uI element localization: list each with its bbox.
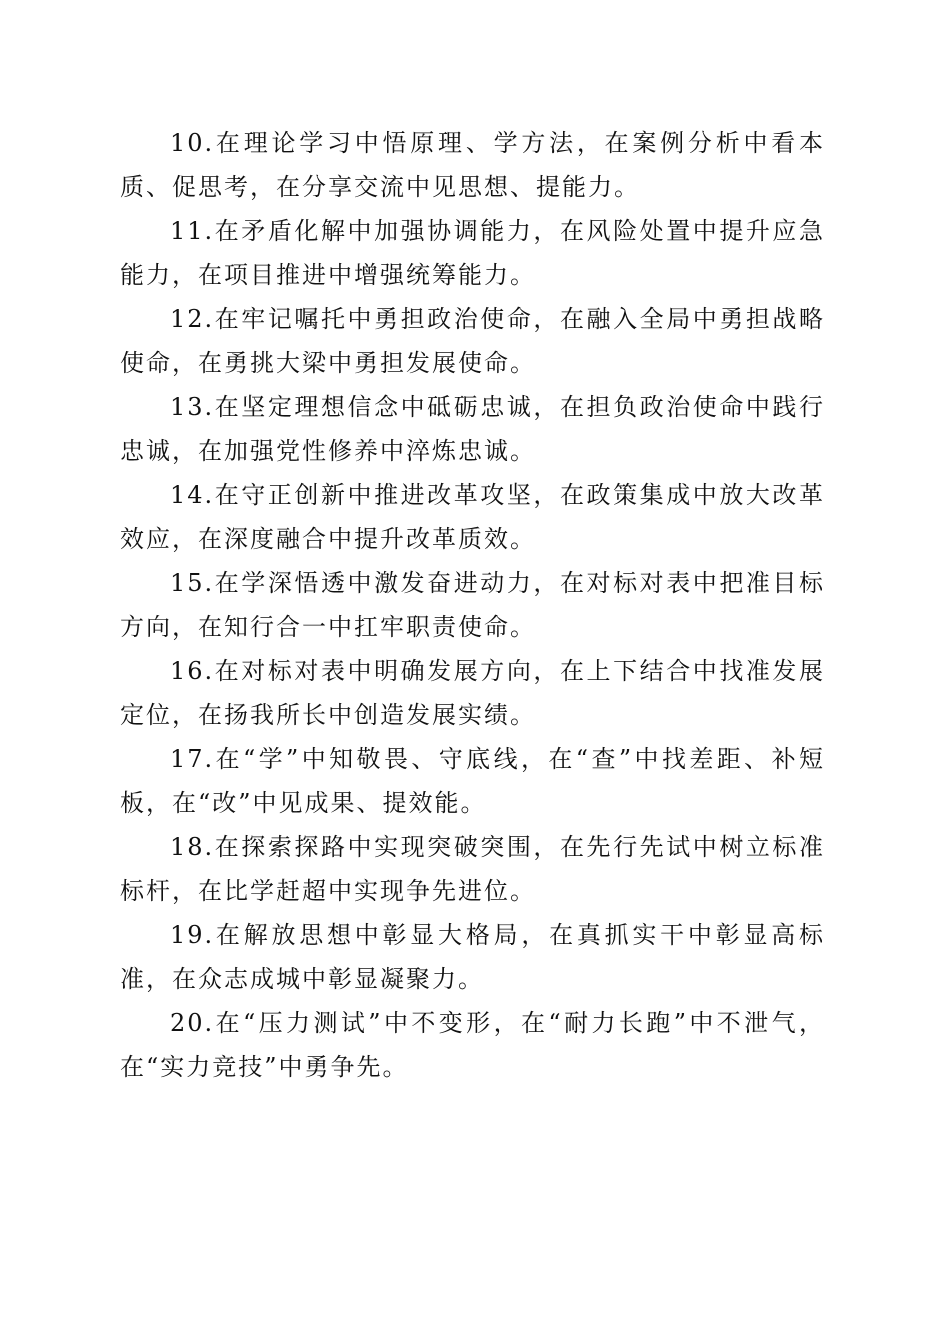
paragraph-19: 19.在解放思想中彰显大格局，在真抓实干中彰显高标准，在众志成城中彰显凝聚力。 [120, 921, 825, 993]
paragraph-16: 16.在对标对表中明确发展方向，在上下结合中找准发展定位，在扬我所长中创造发展实绩。 [120, 657, 825, 729]
paragraph-17: 17.在“学”中知敬畏、守底线，在“查”中找差距、补短板，在“改”中见成果、提效能。 [120, 745, 825, 817]
paragraph-18: 18.在探索探路中实现突破突围，在先行先试中树立标准标杆，在比学赶超中实现争先进位。 [120, 833, 825, 905]
paragraph-14: 14.在守正创新中推进改革攻坚，在政策集成中放大改革效应，在深度融合中提升改革质效。 [120, 481, 825, 553]
paragraph-13: 13.在坚定理想信念中砥砺忠诚，在担负政治使命中践行忠诚，在加强党性修养中淬炼忠诚。 [120, 393, 825, 465]
paragraph-10: 10.在理论学习中悟原理、学方法，在案例分析中看本质、促思考，在分享交流中见思想、提能力。 [120, 129, 825, 201]
paragraph-12: 12.在牢记嘱托中勇担政治使命，在融入全局中勇担战略使命，在勇挑大梁中勇担发展使命。 [120, 305, 825, 377]
document-body [120, 121, 825, 1089]
paragraph-20: 20.在“压力测试”中不变形，在“耐力长跑”中不泄气，在“实力竞技”中勇争先。 [120, 1009, 825, 1081]
paragraph-11: 11.在矛盾化解中加强协调能力，在风险处置中提升应急能力，在项目推进中增强统筹能力。 [120, 217, 825, 289]
paragraph-15: 15.在学深悟透中激发奋进动力，在对标对表中把准目标方向，在知行合一中扛牢职责使命。 [120, 569, 825, 641]
